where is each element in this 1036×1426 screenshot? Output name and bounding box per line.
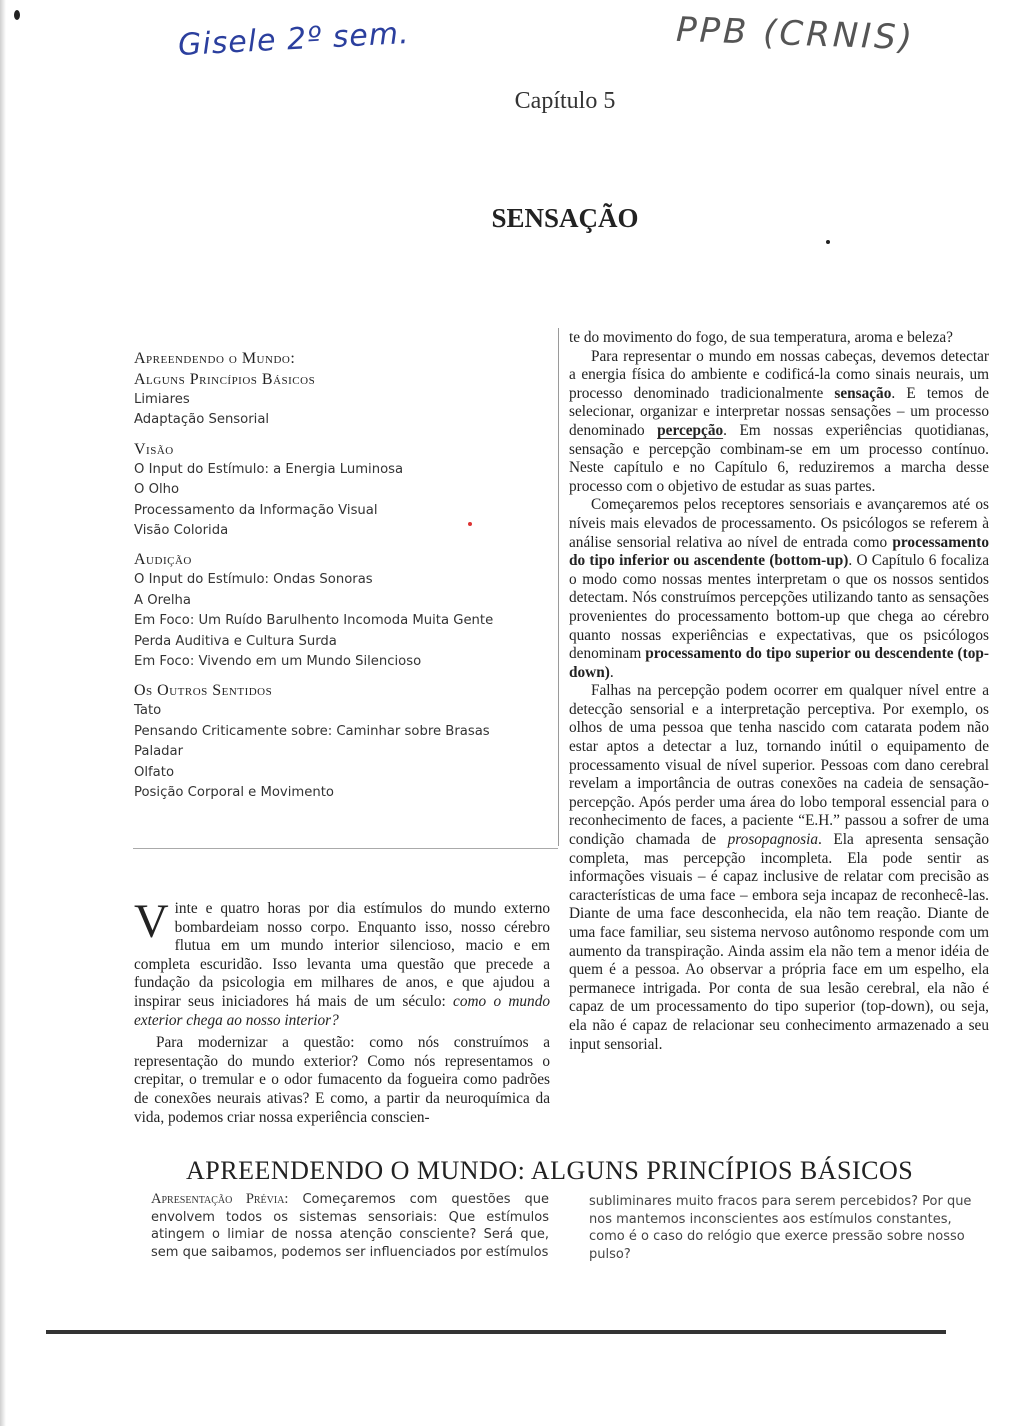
outline-item: Processamento da Informação Visual bbox=[134, 502, 378, 518]
outline-item: Posição Corporal e Movimento bbox=[134, 785, 334, 801]
outline-item: A Orelha bbox=[134, 592, 191, 608]
outline-heading: Audição bbox=[134, 551, 192, 569]
chapter-outline bbox=[134, 348, 554, 804]
outline-item: O Input do Estímulo: Ondas Sonoras bbox=[134, 572, 373, 588]
outline-heading: Apreendendo o Mundo: bbox=[134, 350, 296, 367]
body-paragraph bbox=[569, 496, 989, 682]
term-sensacao: sensação bbox=[834, 384, 892, 402]
toc-bottom-rule bbox=[133, 848, 558, 849]
body-text: . bbox=[609, 663, 614, 681]
preview-text: Começaremos com questões que envolvem todos os sistemas sensoriais: Que estímulos atingem o limiar de nossa atenção consciente? Será que, sem que saibamos, podemos ser influenciados por estímulos bbox=[151, 1192, 549, 1260]
handwritten-note-right: PPB (CRNIS) bbox=[675, 9, 916, 59]
outline-heading: Alguns Princípios Básicos bbox=[134, 371, 316, 388]
outline-heading: Os Outros Sentidos bbox=[134, 682, 273, 700]
outline-item: Adaptação Sensorial bbox=[134, 412, 270, 428]
chapter-title: SENSAÇÃO bbox=[491, 203, 639, 233]
term-bottom-up: processamento do tipo inferior ou ascendente (bottom-up) bbox=[569, 533, 989, 570]
body-text: . O Capítulo 6 focaliza o modo como nossas mentes interpretam o que os nossos sentidos detectam. Nós construímos percepções utilizando tanto as sensações provenientes do processamento bottom-up que chega ao cérebro quanto nossas experiências e expectativas, que os psicólogos denominam bbox=[569, 552, 989, 663]
outline-heading: Visão bbox=[134, 440, 174, 458]
chapter-number: Capítulo 5 bbox=[514, 88, 616, 114]
body-text: . Em nossas experiências quotidianas, sensação e percepção combinam-se em um processo contínuo. Neste capítulo e no Capítulo 6, reduziremos a marcha desse processo com o objetivo de estudar as suas partes. bbox=[569, 421, 989, 495]
body-paragraph: te do movimento do fogo, de sua temperatura, aroma e beleza? bbox=[569, 329, 953, 346]
outline-item: Tato bbox=[134, 703, 162, 719]
preview-label: Apresentação Prévia: bbox=[151, 1191, 289, 1207]
section-heading: APREENDENDO O MUNDO: ALGUNS PRINCÍPIOS BÁSICOS bbox=[186, 1156, 914, 1185]
scan-speck bbox=[14, 10, 20, 20]
body-text: . E temos de selecionar, organizar e interpretar nossas sensações – um processo denominado bbox=[569, 384, 989, 439]
outline-item: Olfato bbox=[134, 764, 175, 780]
outline-item: Visão Colorida bbox=[134, 523, 229, 539]
outline-item: Pensando Criticamente sobre: Caminhar sobre Brasas bbox=[134, 723, 490, 739]
body-text: Começaremos pelos receptores sensoriais e avançaremos até os níveis mais elevados de processamento. Os psicólogos se referem à análise sensorial relativa ao nível de entrada como bbox=[569, 496, 989, 551]
outline-item: O Input do Estímulo: a Energia Luminosa bbox=[134, 461, 404, 477]
column-divider bbox=[558, 328, 559, 846]
preview-text-right: subliminares muito fracos para serem percebidos? Por que nos mantemos inconscientes aos estímulos constantes, como é o caso do relógio que exerce pressão sobre nosso pulso? bbox=[589, 1194, 972, 1262]
body-paragraph bbox=[569, 682, 989, 1054]
intro-paragraph bbox=[134, 895, 551, 1030]
body-paragraph: Para modernizar a questão: como nós construímos a representação do mundo exterior? Como nós representamos o crepitar, o tremular e o odor fumacento da fogueira como padrões de conexões neurais ativas? E como, a partir da neuroquímica da vida, podemos criar nossa experiência conscien- bbox=[134, 1034, 550, 1126]
outline-item: Em Foco: Vivendo em um Mundo Silencioso bbox=[134, 654, 422, 670]
outline-item: Em Foco: Um Ruído Barulhento Incomoda Muita Gente bbox=[134, 613, 494, 629]
outline-item: Limiares bbox=[134, 392, 190, 407]
intro-question: como o mundo exterior chega ao nosso interior? bbox=[134, 992, 551, 1029]
body-text: Falhas na percepção podem ocorrer em qualquer nível entre a detecção sensorial e a interpretação perceptiva. Por exemplo, os olhos de uma pessoa que tenha nascido com catarata podem não estar aptos a detectar a luz, tornando inútil o equipamento de processamento visual de nível superior. Pessoas com dano cerebral revelam a importância de outras conexões na cadeia de sensação-percepção. Após perder uma área do lobo temporal essencial para o reconhecimento de faces, a paciente “E.H.” passou a sofrer de uma condição chamada de bbox=[569, 682, 989, 849]
outline-item: Paladar bbox=[134, 744, 184, 760]
term-top-down: processamento do tipo superior ou descendente (top-down) bbox=[569, 645, 989, 681]
intro-text: inte e quatro horas por dia estímulos do mundo externo bombardeiam nosso corpo. Enquanto isso, nosso cérebro flutua em um mundo interior silencioso, macio e em completa escuridão. Isso levanta uma questão que precede a fundação da psicologia em milhares de anos, e que ajudou a inspirar seus iniciadores há mais de um século: bbox=[134, 900, 550, 1010]
body-text: Para representar o mundo em nossas cabeças, devemos detectar a energia física do ambiente e codificá-la como sinais neurais, um processo denominado tradicionalmente bbox=[569, 347, 989, 402]
term-prosopagnosia: prosopagnosia bbox=[727, 831, 819, 849]
term-percepcao: percepção bbox=[657, 421, 724, 439]
body-paragraph bbox=[569, 348, 989, 497]
scan-bottom-edge bbox=[46, 1330, 946, 1334]
body-right-column bbox=[569, 329, 989, 1054]
handwritten-note-left: Gisele 2º sem. bbox=[177, 15, 411, 64]
intro-body-left bbox=[134, 895, 551, 1127]
scan-speck bbox=[826, 240, 830, 244]
outline-item: O Olho bbox=[134, 482, 180, 498]
body-text: . Ela apresenta sensação completa, mas percepção incompleta. Ela pode sentir as informações visuais – é capaz inclusive de relatar com precisão as características de uma face – embora seja incapaz de reconhecê-las. Diante de uma face desconhecida, ela não tem reação. Diante de uma face familiar, seu sistema nervoso autônomo responde com um aumento da transpiração. Ainda assim ela não tem a menor idéia de quem é a pessoa. Ao observar a própria face em um espelho, ela permanece intrigada. Por conta de sua lesão cerebral, ela não é capaz de um processamento do tipo superior (top-down), ou seja, ela não é capaz de relacionar seu conhecimento armazenado a seu input sensorial. bbox=[569, 831, 989, 1053]
outline-item: Perda Auditiva e Cultura Surda bbox=[134, 633, 337, 649]
preview-text-left bbox=[151, 1191, 549, 1261]
drop-cap: V bbox=[134, 895, 169, 948]
